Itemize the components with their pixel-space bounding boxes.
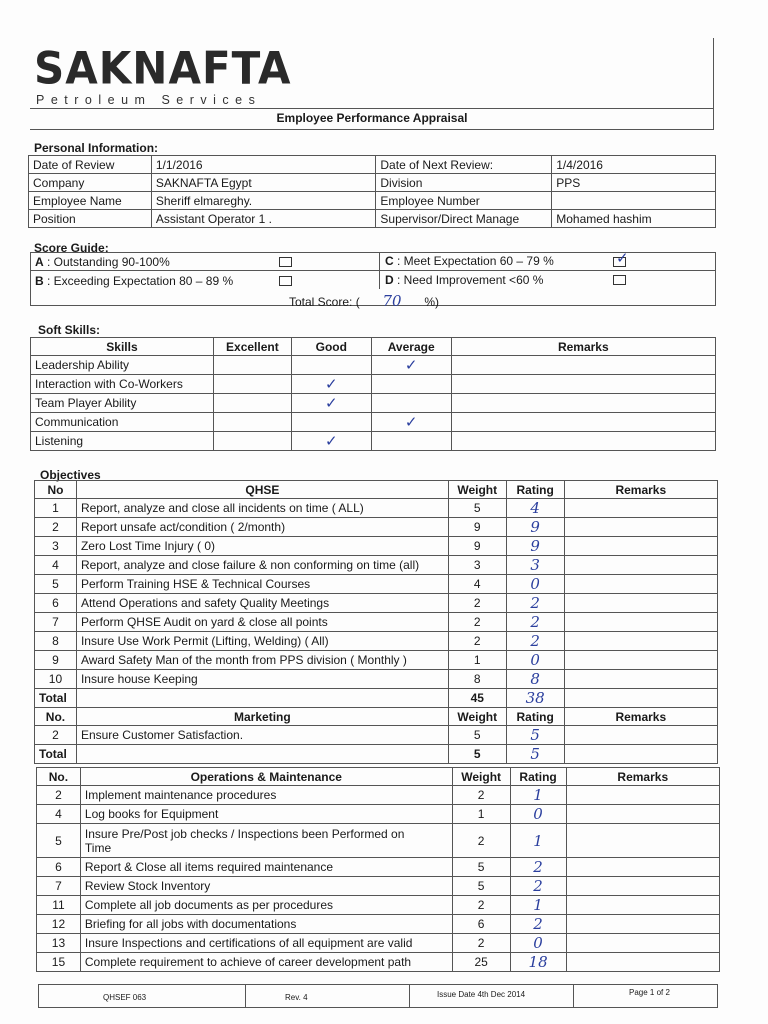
qhse-header [35,481,718,499]
qhse-row [35,575,718,594]
row-number: 8 [35,632,77,651]
qhse-row [35,518,718,537]
row-number: 10 [35,670,77,689]
checkbox-d[interactable] [613,275,626,285]
remarks [564,726,717,745]
personal-info-row [29,192,716,210]
column-header: Weight [452,768,510,786]
objective-text [80,915,452,934]
objective-text: Insure house Keeping [76,670,448,689]
row-number: 12 [37,915,81,934]
objective-text: Perform Training HSE & Technical Courses [76,575,448,594]
remarks [564,537,717,556]
checkbox-a[interactable] [279,257,292,267]
objective-text [80,934,452,953]
weight: 8 [448,670,506,689]
score-guide-box [30,250,716,310]
objective-text-line: Complete requirement to achieve of career development path [84,955,412,969]
score-guide-title: Score Guide: [34,241,109,255]
row-number: 7 [37,877,81,896]
column-header: Excellent [213,338,291,356]
rating: 4 [506,499,564,518]
ops-row [37,858,720,877]
column-header: Skills [31,338,214,356]
row-number: 2 [37,786,81,805]
rating: 8 [506,670,564,689]
column-header: No. [37,768,81,786]
objective-text [80,953,452,972]
total-rating: 5 [506,745,564,764]
remarks [566,953,719,972]
qhse-row [35,537,718,556]
marketing-total-row [35,745,718,764]
qhse-row [35,594,718,613]
remarks [451,356,715,375]
soft-skill-row [31,375,716,394]
rating: 0 [506,651,564,670]
score-d: D : Need Improvement <60 % [385,273,544,287]
weight: 1 [448,651,506,670]
weight: 2 [452,786,510,805]
rating-average: ✓ [371,413,451,432]
total-weight: 5 [448,745,506,764]
objective-text-line: Review Stock Inventory [84,879,211,893]
field-label: Supervisor/Direct Manage [376,210,552,228]
company-subtitle: Petroleum Services [36,93,262,107]
column-header: Marketing [76,708,448,726]
remarks [566,786,719,805]
rating: 2 [510,915,566,934]
objective-text: Report unsafe act/condition ( 2/month) [76,518,448,537]
ops-row [37,953,720,972]
qhse-row [35,613,718,632]
field-value: Sheriff elmareghy. [151,192,376,210]
objective-text: Insure Use Work Permit (Lifting, Welding) ( All) [76,632,448,651]
field-value: 1/1/2016 [151,156,376,174]
rating-average [371,432,451,451]
ops-row [37,805,720,824]
remarks [451,432,715,451]
soft-skills-header [31,338,716,356]
objective-text [80,805,452,824]
remarks [564,499,717,518]
soft-skill-row [31,394,716,413]
personal-info-row [29,156,716,174]
total-weight: 45 [448,689,506,708]
checkbox-b[interactable] [279,276,292,286]
marketing-header [35,708,718,726]
rating: 2 [506,613,564,632]
skill-name: Listening [31,432,214,451]
rating: 9 [506,537,564,556]
skill-name: Interaction with Co-Workers [31,375,214,394]
total-blank [76,745,448,764]
remarks [566,877,719,896]
ops-row [37,877,720,896]
soft-skill-row [31,413,716,432]
field-value: Assistant Operator 1 . [151,210,376,228]
objective-text: Perform QHSE Audit on yard & close all points [76,613,448,632]
skill-name: Team Player Ability [31,394,214,413]
remarks [564,651,717,670]
row-number: 13 [37,934,81,953]
remarks [451,413,715,432]
field-label: Employee Number [376,192,552,210]
rating-good: ✓ [291,375,371,394]
weight: 5 [448,726,506,745]
field-value: Mohamed hashim [552,210,716,228]
company-logo: SAKNAFTA [34,42,292,95]
document-footer [38,984,718,1008]
rating: 1 [510,824,566,858]
objective-text: Report, analyze and close all incidents on time ( ALL) [76,499,448,518]
rating: 2 [506,594,564,613]
personal-info-title: Personal Information: [34,141,159,155]
doc-code: QHSEF 063 [103,993,147,1002]
rating-average [371,394,451,413]
personal-info-row [29,174,716,192]
ops-row [37,934,720,953]
objective-text: Award Safety Man of the month from PPS division ( Monthly ) [76,651,448,670]
header-divider [30,108,714,109]
qhse-total-row [35,689,718,708]
total-label: Total [35,689,77,708]
qhse-row [35,499,718,518]
rating: 1 [510,896,566,915]
ops-row [37,786,720,805]
skill-name: Leadership Ability [31,356,214,375]
ops-row [37,896,720,915]
row-number: 7 [35,613,77,632]
remarks [564,613,717,632]
page-number: Page 1 of 2 [629,988,670,997]
remarks [451,375,715,394]
weight: 5 [452,858,510,877]
rating: 18 [510,953,566,972]
row-number: 9 [35,651,77,670]
soft-skill-row [31,432,716,451]
objective-text [80,877,452,896]
rating-average [371,375,451,394]
rating-excellent [213,356,291,375]
field-label: Position [29,210,152,228]
rating: 0 [510,805,566,824]
column-header: Rating [506,708,564,726]
column-header: Rating [510,768,566,786]
remarks [564,575,717,594]
rating-excellent [213,413,291,432]
column-header: Weight [448,708,506,726]
total-label: Total [35,745,77,764]
remarks [564,518,717,537]
column-header: Remarks [564,708,717,726]
column-header: Rating [506,481,564,499]
remarks [566,824,719,858]
remarks [566,915,719,934]
field-value: SAKNAFTA Egypt [151,174,376,192]
weight: 2 [448,632,506,651]
rating: 0 [506,575,564,594]
objective-text-line: Implement maintenance procedures [84,788,277,802]
row-number: 4 [37,805,81,824]
score-c: C : Meet Expectation 60 – 79 % [385,254,554,268]
remarks [451,394,715,413]
remarks [564,689,717,708]
column-header: No [35,481,77,499]
row-number: 2 [35,518,77,537]
column-header: Remarks [566,768,719,786]
objective-text-line: Report & Close all items required maintenance [84,860,334,874]
column-header: Remarks [564,481,717,499]
objective-text-line: Briefing for all jobs with documentations [84,917,297,931]
column-header: No. [35,708,77,726]
rating-good: ✓ [291,432,371,451]
total-score-value: 70 [382,292,402,310]
rating: 2 [510,877,566,896]
objective-text [80,824,452,858]
row-number: 1 [35,499,77,518]
objective-text-line: Time [84,840,112,855]
weight: 5 [448,499,506,518]
remarks [566,858,719,877]
personal-info-table [28,155,716,228]
objective-text: Zero Lost Time Injury ( 0) [76,537,448,556]
remarks [566,896,719,915]
weight: 2 [452,824,510,858]
qhse-row [35,651,718,670]
remarks [564,745,717,764]
rating: 2 [506,632,564,651]
rating-excellent [213,394,291,413]
rating-average: ✓ [371,356,451,375]
marketing-row [35,726,718,745]
objective-text [80,858,452,877]
rating-excellent [213,432,291,451]
rating-good [291,356,371,375]
form-title: Employee Performance Appraisal [276,111,468,125]
rating: 9 [506,518,564,537]
qhse-row [35,632,718,651]
field-label: Date of Next Review: [376,156,552,174]
row-number: 11 [37,896,81,915]
weight: 6 [452,915,510,934]
weight: 25 [452,953,510,972]
weight: 2 [452,934,510,953]
remarks [566,934,719,953]
column-header: Remarks [451,338,715,356]
field-value: 1/4/2016 [552,156,716,174]
column-header: Good [291,338,371,356]
weight: 3 [448,556,506,575]
total-rating: 38 [506,689,564,708]
total-blank [76,689,448,708]
remarks [564,632,717,651]
rating-good: ✓ [291,394,371,413]
personal-info-row [29,210,716,228]
issue-date: Issue Date 4th Dec 2014 [437,990,526,999]
weight: 2 [448,613,506,632]
field-label: Company [29,174,152,192]
column-header: Weight [448,481,506,499]
revision: Rev. 4 [285,993,308,1002]
objective-text: Report, analyze and close failure & non conforming on time (all) [76,556,448,575]
objective-text-line: Insure Inspections and certifications of all equipment are valid [84,936,413,950]
field-label: Date of Review [29,156,152,174]
rating: 1 [510,786,566,805]
rating: 0 [510,934,566,953]
rating-excellent [213,375,291,394]
rating: 5 [506,726,564,745]
row-number: 4 [35,556,77,575]
field-label: Employee Name [29,192,152,210]
row-number: 5 [37,824,81,858]
skill-name: Communication [31,413,214,432]
weight: 9 [448,537,506,556]
ops-header [37,768,720,786]
remarks [564,594,717,613]
checkbox-c-mark: ✓ [616,250,629,267]
objectives-title: Objectives [40,468,101,482]
remarks [566,805,719,824]
remarks [564,670,717,689]
weight: 1 [452,805,510,824]
row-number: 15 [37,953,81,972]
score-a: A : Outstanding 90-100% [35,255,170,269]
rating-good [291,413,371,432]
qhse-row [35,670,718,689]
field-value: PPS [552,174,716,192]
ops-row [37,915,720,934]
column-header: Average [371,338,451,356]
weight: 9 [448,518,506,537]
row-number: 6 [37,858,81,877]
ops-row [37,824,720,858]
row-number: 2 [35,726,77,745]
row-number: 3 [35,537,77,556]
weight: 4 [448,575,506,594]
field-label: Division [376,174,552,192]
field-value [552,192,716,210]
soft-skills-title: Soft Skills: [38,323,101,337]
objective-text: Ensure Customer Satisfaction. [76,726,448,745]
rating: 3 [506,556,564,575]
weight: 2 [452,896,510,915]
row-number: 5 [35,575,77,594]
soft-skills-table [30,337,716,451]
weight: 2 [448,594,506,613]
objective-text-line: Insure Pre/Post job checks / Inspections been Performed on [84,826,405,841]
ops-table [36,767,720,972]
qhse-row [35,556,718,575]
remarks [564,556,717,575]
objective-text-line: Log books for Equipment [84,807,219,821]
score-b: B : Exceeding Expectation 80 – 89 % [35,274,234,288]
column-header: QHSE [76,481,448,499]
soft-skill-row [31,356,716,375]
objective-text-line: Complete all job documents as per procedures [84,898,334,912]
weight: 5 [452,877,510,896]
row-number: 6 [35,594,77,613]
objective-text [80,786,452,805]
objective-text [80,896,452,915]
objectives-table [34,480,718,764]
rating: 2 [510,858,566,877]
total-score: Total Score: ( 70 %) [289,292,440,310]
column-header: Operations & Maintenance [80,768,452,786]
objective-text: Attend Operations and safety Quality Meetings [76,594,448,613]
